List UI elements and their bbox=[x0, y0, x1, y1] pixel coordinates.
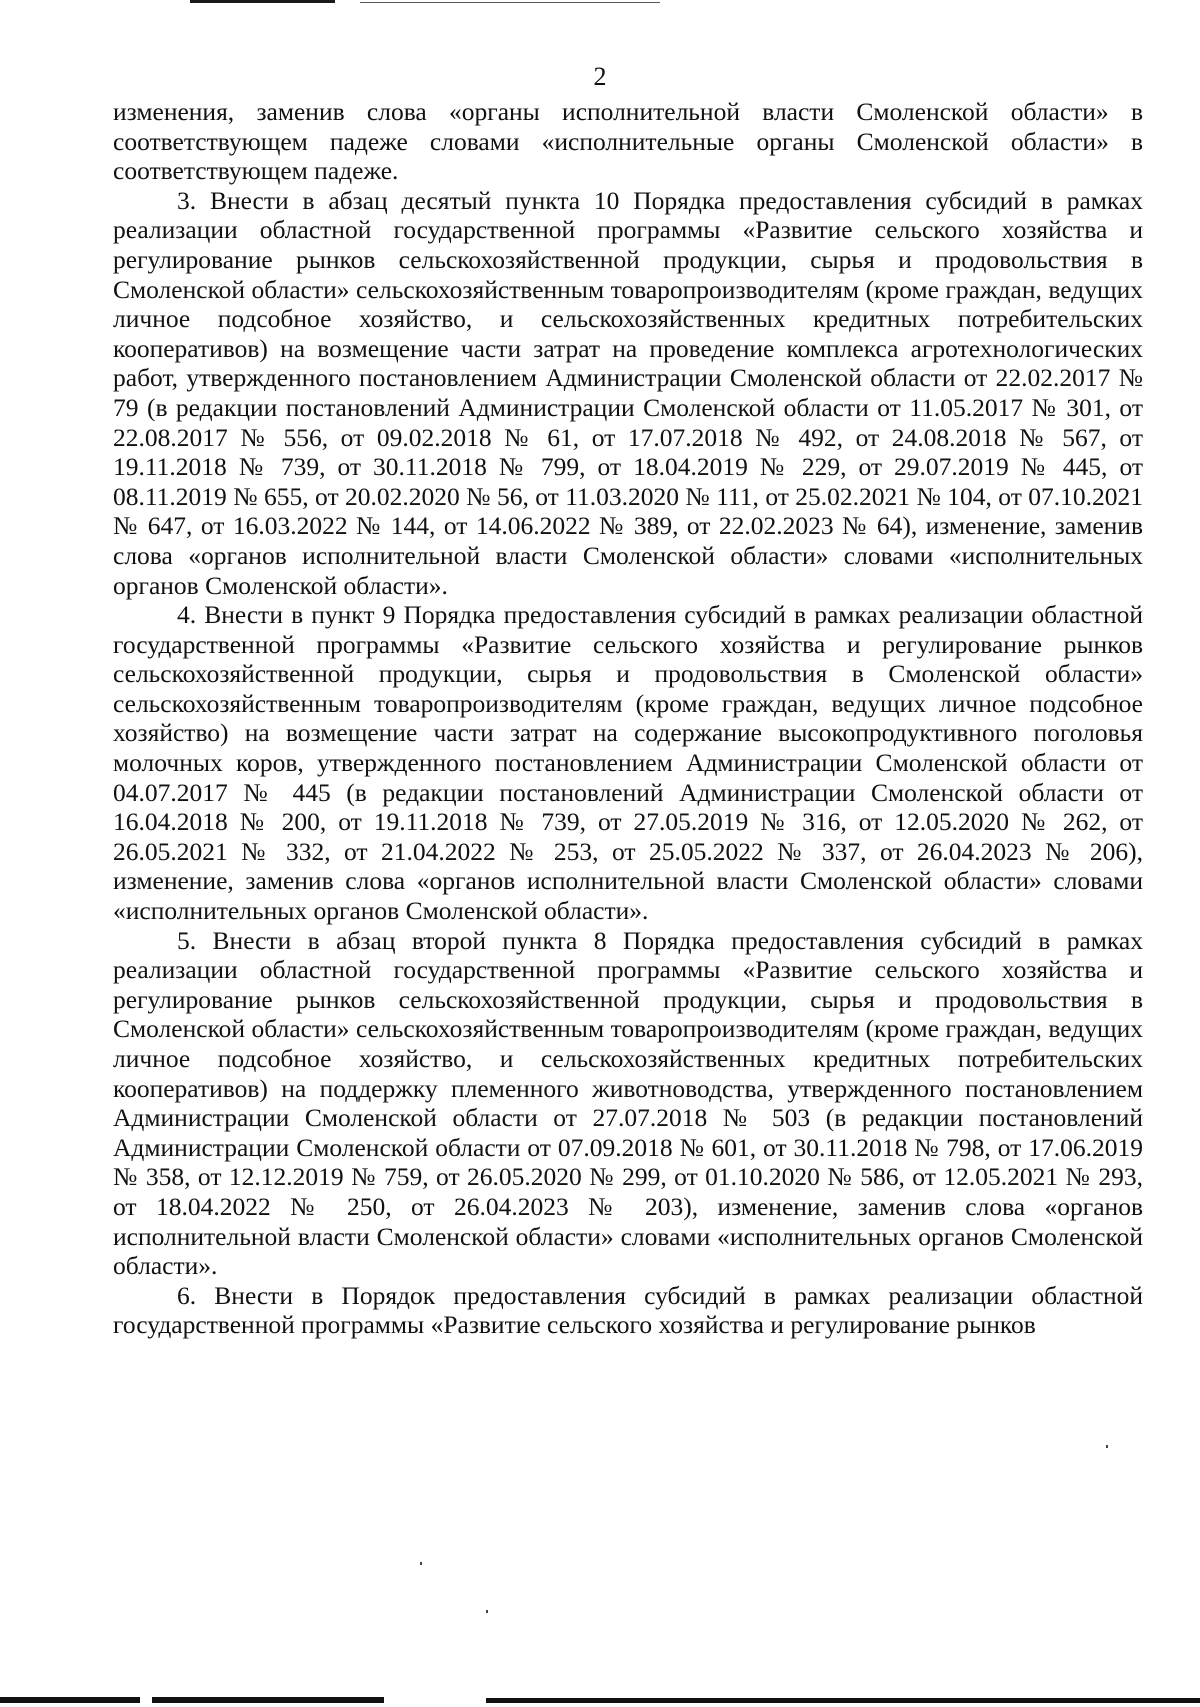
page-number: 2 bbox=[593, 62, 607, 91]
scan-speck bbox=[486, 1610, 488, 1613]
scan-edge-mark bbox=[190, 0, 335, 3]
document-body bbox=[113, 97, 1143, 1340]
paragraph-item-3: 3. Внести в абзац десятый пункта 10 Порядка предоставления субсидий в рамках реализации областной государственной программы «Развитие сельского хозяйства и регулирование рынков сельскохозяйственной продукции, сырья и продовольствия в Смоленской области» сельскохозяйственным товаропроизводителям (кроме граждан, ведущих личное подсобное хозяйство, и сельскохозяйственных кредитных потребительских кооперативов) на возмещение части затрат на проведение комплекса агротехнологических работ, утвержденного постановлением Администрации Смоленской области от 22.02.2017 № 79 (в редакции постановлений Администрации Смоленской области от 11.05.2017 № 301, от 22.08.2017 № 556, от 09.02.2018 № 61, от 17.07.2018 № 492, от 24.08.2018 № 567, от 19.11.2018 № 739, от 30.11.2018 № 799, от 18.04.2019 № 229, от 29.07.2019 № 445, от 08.11.2019 № 655, от 20.02.2020 № 56, от 11.03.2020 № 111, от 25.02.2021 № 104, от 07.10.2021 № 647, от 16.03.2022 № 144, от 14.06.2022 № 389, от 22.02.2023 № 64), изменение, заменив слова «органов исполнительной власти Смоленской области» словами «исполнительных органов Смоленской области». bbox=[113, 185, 1143, 600]
paragraph-continuation: изменения, заменив слова «органы исполнительной власти Смоленской области» в соответствующем падеже словами «исполнительные органы Смоленской области» в соответствующем падеже. bbox=[113, 97, 1143, 186]
paragraph-item-6: 6. Внести в Порядок предоставления субсидий в рамках реализации областной государственной программы «Развитие сельского хозяйства и регулирование рынков bbox=[113, 1280, 1143, 1340]
paragraph-item-4: 4. Внести в пункт 9 Порядка предоставления субсидий в рамках реализации областной государственной программы «Развитие сельского хозяйства и регулирование рынков сельскохозяйственной продукции, сырья и продовольствия в Смоленской области» сельскохозяйственным товаропроизводителям (кроме граждан, ведущих личное подсобное хозяйство) на возмещение части затрат на содержание высокопродуктивного поголовья молочных коров, утвержденного постановлением Администрации Смоленской области от 04.07.2017 № 445 (в редакции постановлений Администрации Смоленской области от 16.04.2018 № 200, от 19.11.2018 № 739, от 27.05.2019 № 316, от 12.05.2020 № 262, от 26.05.2021 № 332, от 21.04.2022 № 253, от 25.05.2022 № 337, от 26.04.2023 № 206), изменение, заменив слова «органов исполнительной власти Смоленской области» словами «исполнительных органов Смоленской области». bbox=[113, 600, 1143, 926]
paragraph-item-5: 5. Внести в абзац второй пункта 8 Порядка предоставления субсидий в рамках реализации областной государственной программы «Развитие сельского хозяйства и регулирование рынков сельскохозяйственной продукции, сырья и продовольствия в Смоленской области» сельскохозяйственным товаропроизводителям (кроме граждан, ведущих личное подсобное хозяйство, и сельскохозяйственных кредитных потребительских кооперативов) на поддержку племенного животноводства, утвержденного постановлением Администрации Смоленской области от 27.07.2018 № 503 (в редакции постановлений Администрации Смоленской области от 07.09.2018 № 601, от 30.11.2018 № 798, от 17.06.2019 № 358, от 12.12.2019 № 759, от 26.05.2020 № 299, от 01.10.2020 № 586, от 12.05.2021 № 293, от 18.04.2022 № 250, от 26.04.2023 № 203), изменение, заменив слова «органов исполнительной власти Смоленской области» словами «исполнительных органов Смоленской области». bbox=[113, 925, 1143, 1281]
scan-speck bbox=[420, 1562, 422, 1565]
scan-edge-mark bbox=[360, 2, 660, 3]
scan-speck bbox=[1106, 1445, 1108, 1448]
scan-edge-mark bbox=[486, 1698, 1200, 1703]
scan-edge-mark bbox=[0, 1697, 140, 1703]
scan-edge-mark bbox=[152, 1697, 384, 1703]
